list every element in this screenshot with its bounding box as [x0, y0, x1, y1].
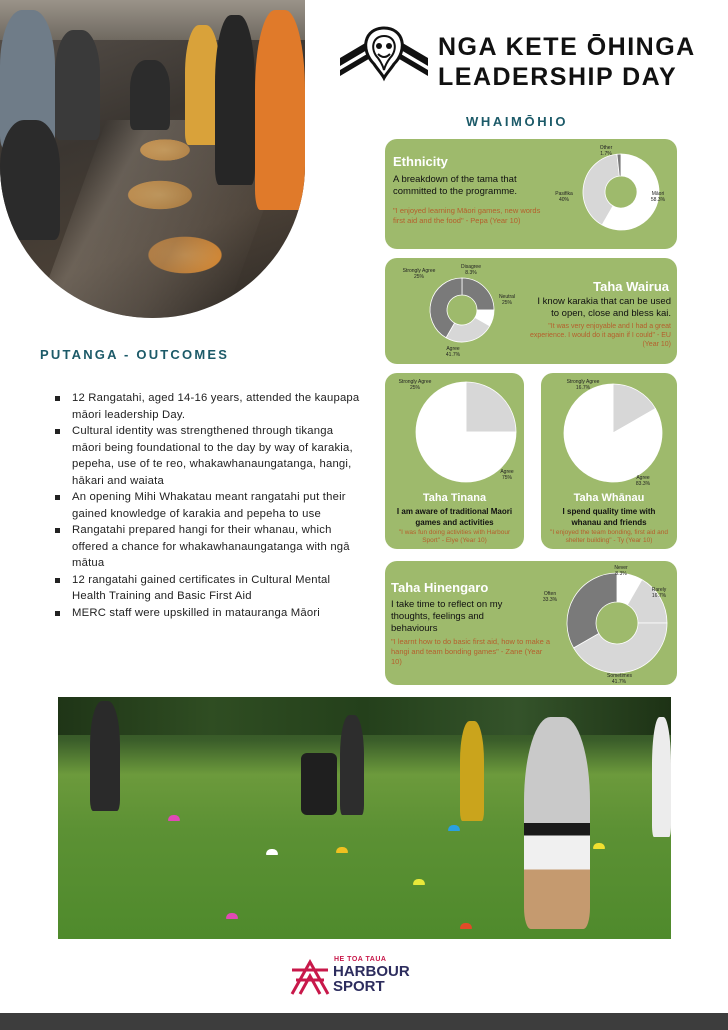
person-figure	[524, 717, 590, 929]
card-heading: Taha Wairua	[593, 279, 669, 294]
pie-slice-strongly-agree	[466, 382, 516, 432]
logo-text-small: HE TOA TAUA	[334, 956, 387, 963]
marker-cone	[168, 815, 180, 821]
chart-label: Strongly Agree 25%	[398, 379, 432, 391]
harbour-sport-logo	[290, 954, 420, 1000]
card-heading: Taha Tinana	[422, 492, 487, 504]
taha-hinengaro-chart	[535, 561, 677, 685]
person-figure	[460, 721, 484, 821]
marker-cone	[593, 843, 605, 849]
nga-kete-emblem	[338, 24, 430, 82]
marker-cone	[336, 847, 348, 853]
section-heading-whaimohio: WHAIMŌHIO	[466, 114, 569, 129]
ethnicity-card	[385, 139, 677, 249]
marker-cone	[266, 849, 278, 855]
harbour-sport-mark-icon	[290, 958, 330, 996]
bin-obstacle	[301, 753, 337, 815]
card-quote: "I learnt how to do basic first aid, how to make a hangi and team bonding games" - Zane (Year 10)	[391, 637, 550, 666]
list-item: 12 Rangatahi, aged 14-16 years, attended the kaupapa māori leadership Day.	[55, 390, 365, 423]
chart-label: Māori 58.3%	[650, 191, 666, 203]
person-figure	[255, 10, 305, 210]
list-item: MERC staff were upskilled in matauranga Māori	[55, 605, 365, 622]
field-games-photo	[58, 697, 671, 939]
logo-text-sport: SPORT	[333, 978, 385, 995]
list-item: Cultural identity was strengthened through tikanga māori being foundational to the day by way of karakia, pepeha, use of te reo, whakawhanaungatanga, hangi, hākari and waiata	[55, 423, 365, 489]
card-quote: "It was very enjoyable and I had a great experience. I would do it again if I could" - EU (Year 10)	[529, 323, 671, 348]
card-text: I spend quality time with whanau and friends	[562, 507, 656, 527]
marker-cone	[460, 923, 472, 929]
taha-whanau-chart	[541, 373, 677, 493]
logo-text-harbour: HARBOUR	[333, 963, 410, 980]
chart-label: Often 33.3%	[542, 591, 558, 603]
list-item: 12 rangatahi gained certificates in Cultural Mental Health Training and Basic First Aid	[55, 572, 365, 605]
card-heading: Taha Hinengaro	[391, 580, 489, 595]
taha-wairua-card	[385, 258, 677, 364]
person-figure	[0, 120, 60, 240]
marker-cone	[413, 879, 425, 885]
chart-label: Strongly Agree 16.7%	[566, 379, 600, 391]
outcomes-heading: PUTANGA - OUTCOMES	[40, 347, 230, 362]
chart-label: Neutral 25%	[498, 294, 516, 306]
taha-whanau-card	[541, 373, 677, 549]
taha-tinana-card	[385, 373, 524, 549]
person-figure	[652, 717, 671, 837]
title-line-2: LEADERSHIP DAY	[438, 63, 678, 91]
outcomes-list	[55, 390, 365, 621]
chart-label: Rarely 16.7%	[651, 587, 667, 599]
pie-slice-often	[567, 573, 617, 648]
chart-label: Agree 83.3%	[635, 475, 651, 487]
chart-label: Disagree 8.3%	[460, 264, 481, 276]
card-heading: Taha Whānau	[573, 492, 645, 504]
card-text: I take time to reflect on my thoughts, feelings and behaviours	[391, 599, 503, 634]
person-figure	[340, 715, 364, 815]
card-text: I know karakia that can be used to open, close and bless kai.	[537, 296, 671, 319]
tree-line	[58, 697, 671, 735]
card-quote: "I enjoyed the team bonding, first aid and shelter building" - Ty (Year 10)	[550, 529, 668, 544]
person-figure	[130, 60, 170, 130]
title-line-1: NGA KETE ŌHINGA	[438, 33, 696, 61]
pie-slice-strongly-agree	[462, 278, 494, 310]
list-item: An opening Mihi Whakatau meant rangatahi put their gained knowledge of karakia and pepeha to use	[55, 489, 365, 522]
marker-cone	[448, 825, 460, 831]
card-text: I am aware of traditional Maori games and activities	[396, 507, 513, 527]
chart-label: Strongly Agree 25%	[402, 268, 436, 280]
chart-label: Never 8.3%	[614, 565, 628, 577]
chart-label: Other 1.7%	[599, 145, 613, 157]
chart-label: Pasifika 40%	[555, 191, 573, 203]
taha-hinengaro-card	[385, 561, 677, 685]
list-item: Rangatahi prepared hangi for their whanau, which offered a chance for whakawhanaungatanga with ngā mātua	[55, 522, 365, 572]
card-quote: "I enjoyed learning Māori games, new words first aid and the food" - Pepa (Year 10)	[393, 206, 541, 225]
chart-label: Agree 41.7%	[445, 346, 461, 358]
footer-bar	[0, 1013, 728, 1030]
chart-label: Sometimes 41.7%	[607, 673, 633, 685]
card-text: A breakdown of the tama that committed to the programme.	[393, 174, 518, 197]
card-quote: "I was fun doing activities with Harbour Sport" - Elye (Year 10)	[398, 529, 511, 544]
card-heading: Ethnicity	[393, 154, 448, 169]
person-figure	[90, 701, 120, 811]
page-title	[438, 32, 696, 92]
person-figure	[55, 30, 100, 140]
hangi-food-photo	[0, 0, 305, 318]
marker-cone	[226, 913, 238, 919]
person-figure	[215, 15, 255, 185]
chart-label: Agree 75%	[500, 469, 514, 481]
